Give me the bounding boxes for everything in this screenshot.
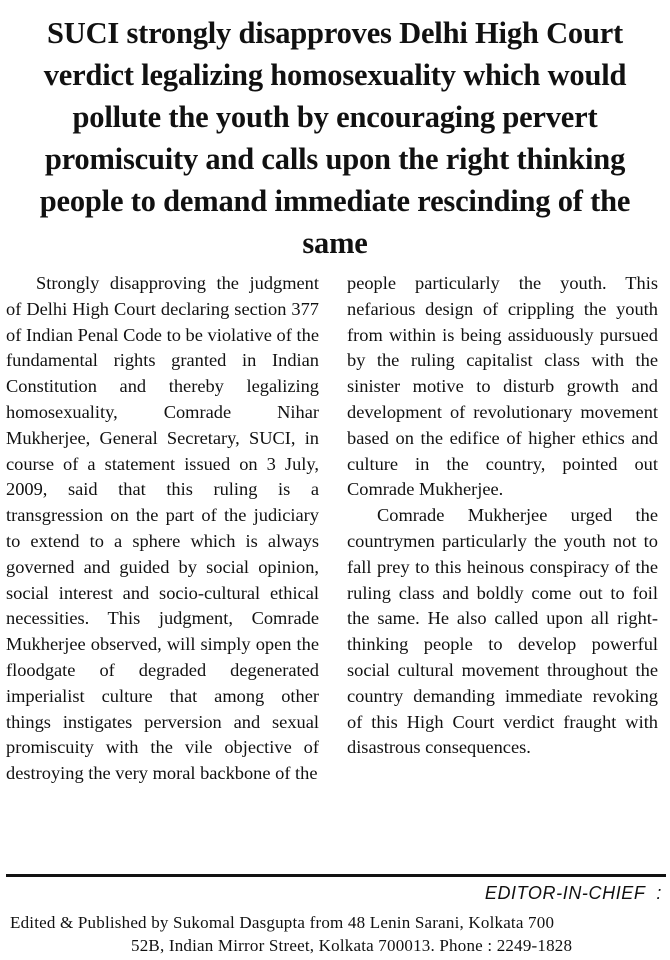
address-line: 52B, Indian Mirror Street, Kolkata 700013. Phone : 2249-1828 <box>131 936 573 955</box>
footer-divider <box>6 874 666 877</box>
article-paragraph: people particularly the youth. This nefarious design of crippling the youth from within is being assiduously pursued by the ruling capitalist class with the sinister motive to disturb growth and development of revolutionary movement based on the edifice of higher ethics and culture in the country, pointed out Comrade Mukherjee. <box>347 273 658 500</box>
editor-in-chief-label: EDITOR-IN-CHIEF : <box>484 883 662 903</box>
article-left-column <box>6 271 319 787</box>
article-paragraph: Comrade Mukherjee urged the countrymen particularly the youth not to fall prey to this heinous conspiracy of the ruling class and boldly come out to foil the same. He also called upon all right-thinking people to develop powerful social cultural movement throughout the country demanding immediate revoking of this High Court verdict fraught with disastrous consequences. <box>347 505 658 758</box>
headline: SUCI strongly disapproves Delhi High Court verdict legalizing homosexuality which would pollute the youth by encouraging pervert promiscuity and calls upon the right thinking people to demand immediate rescinding of the same <box>39 16 631 260</box>
article-body <box>6 271 658 787</box>
article-right-column <box>347 271 658 787</box>
article-paragraph: Strongly disapproving the judgment of Delhi High Court declaring section 377 of Indian Penal Code to be violative of the fundamental rights granted in Indian Constitution and thereby legalizing homosexuality, Comrade Nihar Mukherjee, General Secretary, SUCI, in course of a statement issued on 3 July, 2009, said that this ruling is a transgression on the part of the judiciary to extend to a sphere which is always governed and guided by social opinion, social interest and socio-cultural ethical necessities. This judgment, Comrade Mukherjee observed, will simply open the floodgate of degraded degenerated imperialist culture that among other things instigates perversion and sexual promiscuity with the vile objective of destroying the very moral backbone of the <box>6 273 319 784</box>
publisher-line: Edited & Published by Sukomal Dasgupta from 48 Lenin Sarani, Kolkata 700 <box>10 913 555 932</box>
